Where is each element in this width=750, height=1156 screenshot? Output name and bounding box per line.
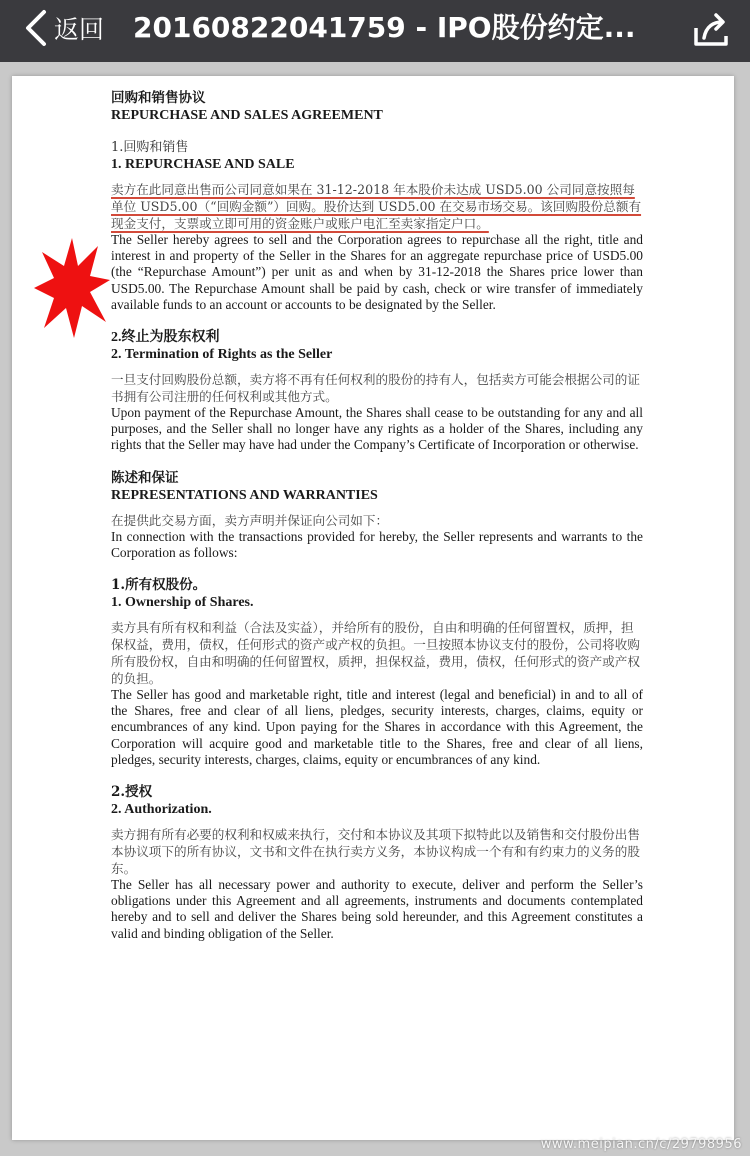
section-body-en: In connection with the transactions provided for hereby, the Seller represents and warrants to the Corporation as follows: [111,528,643,560]
section-body-en: The Seller hereby agrees to sell and the Corporation agrees to repurchase all the right, title and interest in and property of the Seller in the Shares for an aggregate repurchase price of USD5.00 (the “Repurchase Amount”) per unit as and when by 31-12-2018 the Shares price lower than USD5.00. The Repurchase Amount shall be paid by cash, check or wire transfer of immediately available funds to an account or accounts to be designated by the Seller. [111,232,643,312]
section-number-zh: 2.授权 [111,784,153,801]
section-title-en: 2. Termination of Rights as the Seller [111,347,333,363]
section-body-zh: 卖方具有所有权和利益（合法及实益），并给所有的股份，自由和明确的任何留置权，质押，担保权益，费用，债权，任何形式的资产或产权的负担。一旦按照本协议支付的股份，公司将收购所有股份权，自由和明确的任何留置权，质押，担保权益，费用，债权，任何形式的资产或产权的负担。 [111,620,640,687]
section-number-zh: 1.所有权股份。 [111,577,207,594]
section-title-en: REPRESENTATIONS AND WARRANTIES [111,487,378,503]
section-body-en: The Seller has all necessary power and authority to execute, deliver and perform the Seller’s obligations under this Agreement and all agreements, instruments and documents contemplated hereby and to sell and deliver the Shares being sold hereunder, and this Agreement constitutes a valid and binding obligation of the Seller. [111,877,643,941]
share-icon[interactable] [692,10,732,50]
section-termination [111,329,643,454]
section-title-en: 1. REPURCHASE AND SALE [111,157,295,172]
chevron-left-icon [22,8,50,48]
section-number-zh: 2.终止为股东权利 [111,330,220,346]
red-starburst-icon [32,236,112,340]
section-authorization [111,784,643,942]
document-title: 20160822041759 - IPO股份约定... [133,11,636,44]
heading-en: REPURCHASE AND SALES AGREEMENT [111,108,383,123]
section-title-en: 2. Authorization. [111,802,212,818]
section-representations [111,470,643,561]
section-ownership [111,577,643,768]
section-body-zh: 在提供此交易方面，卖方声明并保证向公司如下： [111,512,389,528]
section-number-zh: 1.回购和销售 [111,140,189,155]
watermark: www.meipian.cn/c/29798956 [540,1137,742,1152]
section-number-zh: 陈述和保证 [111,469,179,486]
back-label: 返回 [54,15,105,44]
top-navigation-bar [0,0,750,62]
back-button[interactable] [22,6,104,50]
section-body-en: The Seller has good and marketable right, title and interest (legal and beneficial) in and to all of the Shares, free and clear of all liens, pledges, security interests, charges, claims, equity or encumbrances of any kind. Upon paying for the Shares in accordance with this Agreement, the Corporation will acquire good and marketable title to the Shares, free and clear of all liens, pledges, security interests, charges, claims, equity or encumbrances of any kind. [111,687,643,767]
agreement-text [111,90,643,942]
section-repurchase [111,140,643,313]
section-title-en: 1. Ownership of Shares. [111,595,254,611]
section-body-zh: 一旦支付回购股份总额，卖方将不再有任何权利的股份的持有人，包括卖方可能会根据公司的证书拥有公司注册的任何权利或其他方式。 [111,372,640,405]
section-body-en: Upon payment of the Repurchase Amount, the Shares shall cease to be outstanding for any and all purposes, and the Seller shall no longer have any rights as a holder of the Shares, including any rights that the Seller may have had under the Company’s Certificate of Incorporation or otherwise. [111,405,643,453]
section-body-zh-highlighted: 卖方在此同意出售而公司同意如果在 31-12-2018 年本股价未达成 USD5.00 公司同意按照每单位 USD5.00（“回购金额”）回购。股价达到 USD5.00 在交易市场交易。该回购股份总额有现金支付，支票或立即可用的资金账户或账户电汇至卖家指定户口。 [111,182,642,231]
heading-zh: 回购和销售协议 [111,90,206,106]
section-body-zh: 卖方拥有所有必要的权利和权威来执行，交付和本协议及其项下拟特此以及销售和交付股份出售本协议项下的所有协议，文书和文件在执行卖方义务，本协议构成一个有和有约束力的义务的股东。 [111,827,640,877]
